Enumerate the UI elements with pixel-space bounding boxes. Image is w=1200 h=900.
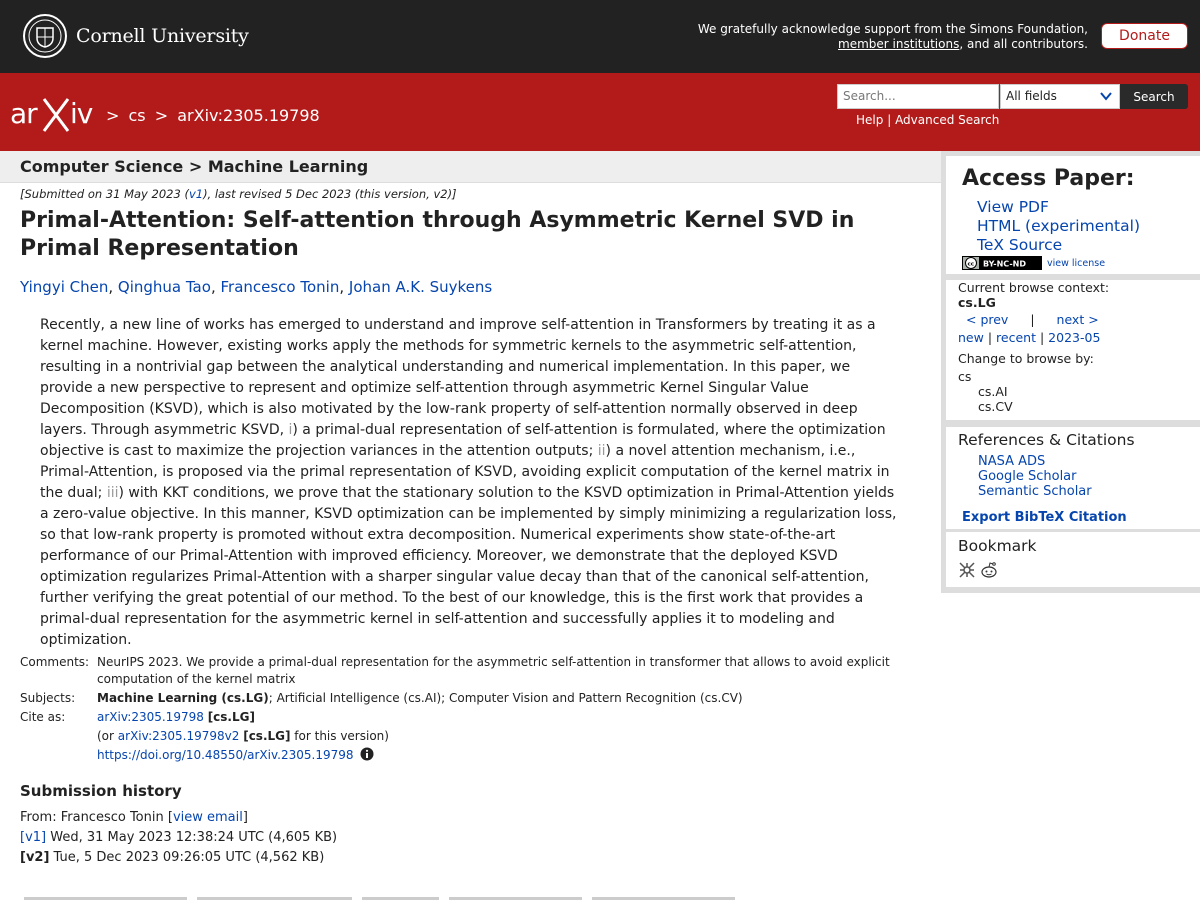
author-link[interactable]: Francesco Tonin bbox=[220, 278, 340, 296]
view-license-link[interactable]: view license bbox=[1047, 257, 1106, 269]
next-link[interactable]: next > bbox=[1056, 312, 1099, 327]
advanced-search-link[interactable]: Advanced Search bbox=[895, 113, 1000, 127]
reddit-icon[interactable] bbox=[980, 561, 998, 579]
tex-source-link[interactable]: TeX Source bbox=[977, 236, 1063, 254]
abstract: Recently, a new line of works has emerged to understand and improve self-attention in Transformers by treating it as a kernel machine. However, existing works apply the methods for symmetric kernels to the asymmetric self-attention, resulting in a nontrivial gap between the analytical understanding and numerical implementation. In this paper, we provide a new perspective to represent and optimize self-attention through asymmetric Kernel Singular Value Decomposition (KSVD), which is also motivated by the low-rank property of self-attention normally observed in deep layers. Through asymmetric KSVD, i) a primal-dual representation of self-attention is formulated, where the optimization objective is cast to maximize the projection variances in the attention outputs; ii) a novel attention mechanism, i.e., Primal-Attention, is proposed via the primal representation of KSVD, avoiding explicit computation of the kernel matrix in the dual; iii) with KKT conditions, we prove that the stationary solution to the KSVD optimization in Primal-Attention yields a zero-value objective. In this manner, KSVD optimization can be implemented by simply minimizing a regularization loss, so that low-rank property is promoted without extra decomposition. Numerical experiments show state-of-the-art performance of our Primal-Attention with improved efficiency. Moreover, we demonstrate that the deployed KSVD optimization regularizes Primal-Attention with a sharper singular value decay than that of the canonical self-attention, further verifying the great potential of our method. To the best of our knowledge, this is the first work that provides a primal-dual representation for the asymmetric kernel in self-attention and successfully applies it to modeling and optimization. bbox=[40, 317, 897, 648]
cite-version-row: (or arXiv:2305.19798v2 [cs.LG] for this version) bbox=[97, 729, 389, 743]
acknowledgement: We gratefully acknowledge support from the Simons Foundation, member institutions, and all contributors. bbox=[697, 22, 1088, 51]
sidebar bbox=[941, 151, 1200, 593]
svg-text:iv: iv bbox=[70, 97, 93, 130]
donate-button[interactable]: Donate bbox=[1101, 23, 1188, 49]
browse-context-value: cs.LG bbox=[958, 295, 996, 310]
dateline-v1-link[interactable]: v1 bbox=[188, 187, 204, 201]
bibsonomy-icon[interactable] bbox=[958, 561, 976, 579]
change-browse-label: Change to browse by: bbox=[958, 351, 1094, 366]
access-paper-box bbox=[946, 156, 1200, 274]
help-link[interactable]: Help bbox=[856, 113, 884, 127]
view-pdf-link[interactable]: View PDF bbox=[977, 198, 1049, 216]
submission-history-heading: Submission history bbox=[20, 782, 182, 800]
browse-context-box: Current browse context: cs.LG < prev | next > new | recent | 2023-05 Change to browse by: cs cs.AI cs.CV bbox=[946, 280, 1200, 420]
arxiv-header bbox=[0, 73, 1200, 151]
cite-id-link[interactable]: arXiv:2305.19798 bbox=[97, 710, 204, 724]
university-name: Cornell University bbox=[76, 25, 249, 47]
browse-cs-ai-link[interactable]: cs.AI bbox=[978, 384, 1008, 399]
svg-text:ar: ar bbox=[10, 97, 37, 130]
submission-history: From: Francesco Tonin [view email] [v1] Wed, 31 May 2023 12:38:24 UTC (4,605 KB) [v2] Tue, 5 Dec 2023 09:26:05 UTC (4,562 KB) bbox=[20, 810, 338, 865]
bibtex-box bbox=[946, 507, 1200, 529]
bookmark-box bbox=[946, 532, 1200, 587]
author-link[interactable]: Qinghua Tao bbox=[117, 278, 211, 296]
version-v1-link[interactable]: [v1] bbox=[20, 830, 47, 845]
comments-value: NeurIPS 2023. We provide a primal-dual representation for the asymmetric self-attention in transformer that allows to avoid explicit computation of the kernel matrix bbox=[97, 655, 890, 686]
cornell-logo[interactable] bbox=[22, 13, 249, 59]
month-link[interactable]: 2023-05 bbox=[1048, 330, 1101, 345]
recent-link[interactable]: recent bbox=[996, 330, 1036, 345]
chevron-down-icon bbox=[1099, 89, 1113, 103]
new-link[interactable]: new bbox=[958, 330, 984, 345]
author-link[interactable]: Yingyi Chen bbox=[20, 278, 109, 296]
html-link[interactable]: HTML (experimental) bbox=[977, 217, 1140, 235]
doi-link[interactable]: https://doi.org/10.48550/arXiv.2305.19798 bbox=[97, 748, 354, 762]
google-scholar-link[interactable]: Google Scholar bbox=[978, 469, 1077, 484]
version-v2-label: [v2] bbox=[20, 850, 50, 865]
access-paper-heading: Access Paper: bbox=[962, 166, 1135, 191]
subject-heading: Computer Science > Machine Learning bbox=[20, 157, 369, 176]
subject-band bbox=[0, 151, 941, 183]
references-box bbox=[946, 427, 1200, 509]
doi-row bbox=[20, 747, 920, 764]
cite-v2-link[interactable]: arXiv:2305.19798v2 bbox=[117, 729, 240, 743]
search-input[interactable]: Search... bbox=[837, 84, 999, 109]
metadata-table bbox=[20, 654, 920, 766]
paper-title: Primal-Attention: Self-attention through Asymmetric Kernel SVD in Primal Representation bbox=[20, 208, 855, 261]
svg-text:cc: cc bbox=[967, 261, 975, 268]
bookmark-heading: Bookmark bbox=[958, 537, 1037, 555]
info-icon[interactable] bbox=[360, 747, 374, 761]
browse-cs-cv-link[interactable]: cs.CV bbox=[978, 399, 1013, 414]
subjects-row: Subjects: Machine Learning (cs.LG); Artificial Intelligence (cs.AI); Computer Vision and Pattern Recognition (cs.CV) bbox=[20, 691, 743, 705]
arxiv-logo-icon[interactable] bbox=[10, 93, 102, 135]
browse-cs-link[interactable]: cs bbox=[958, 369, 972, 384]
cite-row: Cite as: arXiv:2305.19798 [cs.LG] bbox=[20, 710, 255, 724]
member-institutions-link[interactable]: member institutions bbox=[838, 37, 960, 51]
top-bar bbox=[0, 0, 1200, 73]
breadcrumb: > cs > arXiv:2305.19798 bbox=[106, 106, 320, 125]
search-links: Help | Advanced Search bbox=[856, 113, 1000, 127]
comments-row: Comments: NeurIPS 2023. We provide a primal-dual representation for the asymmetric self-attention in transformer that allows to avoid explicit computation of the kernel matrix bbox=[20, 654, 920, 688]
view-email-link[interactable]: view email bbox=[172, 810, 243, 825]
nasa-ads-link[interactable]: NASA ADS bbox=[978, 454, 1046, 469]
license bbox=[962, 256, 1105, 270]
semantic-scholar-link[interactable]: Semantic Scholar bbox=[978, 484, 1092, 499]
cornell-seal-icon bbox=[22, 13, 68, 59]
author-link[interactable]: Johan A.K. Suykens bbox=[348, 278, 493, 296]
export-bibtex-link[interactable]: Export BibTeX Citation bbox=[962, 510, 1127, 525]
cc-license-badge-icon[interactable] bbox=[962, 256, 1042, 270]
author-list: Yingyi Chen, Qinghua Tao, Francesco Tonin, Johan A.K. Suykens bbox=[20, 278, 493, 296]
search-button[interactable]: Search bbox=[1120, 84, 1188, 109]
breadcrumb-paper-id: arXiv:2305.19798 bbox=[177, 106, 320, 125]
svg-text:BY-NC-ND: BY-NC-ND bbox=[983, 259, 1027, 269]
browse-context-label: Current browse context: bbox=[958, 280, 1110, 295]
references-heading: References & Citations bbox=[958, 431, 1135, 449]
breadcrumb-cs[interactable]: cs bbox=[128, 106, 146, 125]
search-field-select[interactable]: All fields bbox=[1000, 84, 1120, 109]
submission-dateline: [Submitted on 31 May 2023 (v1), last revised 5 Dec 2023 (this version, v2)] bbox=[20, 187, 457, 201]
prev-link[interactable]: < prev bbox=[966, 312, 1009, 327]
